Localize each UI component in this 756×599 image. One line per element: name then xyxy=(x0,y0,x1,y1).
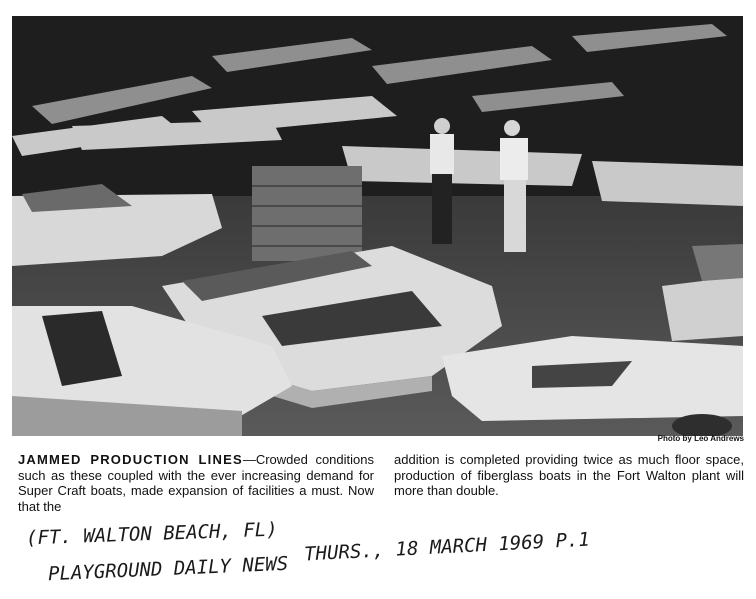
caption-column-2: addition is completed providing twice as much floor space, production of fiberglass boats in the Fort Walton plant will more than double. xyxy=(394,452,744,498)
handwritten-location: (FT. WALTON BEACH, FL) xyxy=(25,518,278,550)
boat-factory-photo xyxy=(12,16,743,436)
caption-text-part-1: —Crowded conditions such as these coupled with the ever increasing demand for Super Craft boats, made expansion of facilities a must. Now that the xyxy=(18,452,374,514)
handwritten-publication: PLAYGROUND DAILY NEWS xyxy=(47,552,289,586)
caption-column-1 xyxy=(18,452,374,514)
caption-headline: JAMMED PRODUCTION LINES xyxy=(18,452,243,467)
handwritten-date: THURS., 18 MARCH 1969 P.1 xyxy=(303,528,591,566)
photo-credit: Photo by Leo Andrews xyxy=(657,434,744,443)
photo-illustration xyxy=(12,16,743,436)
